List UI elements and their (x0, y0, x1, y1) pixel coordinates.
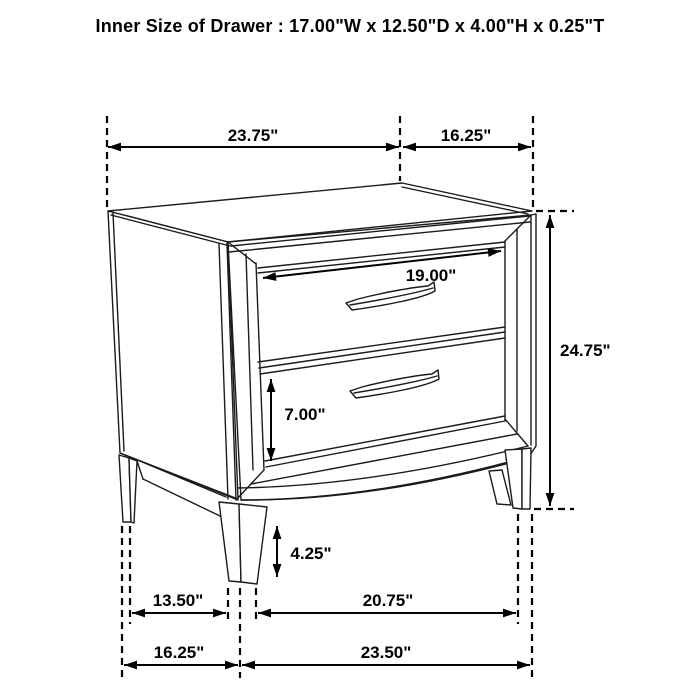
dimension-label: 23.75" (227, 126, 279, 145)
front-left-leg-front (239, 504, 267, 584)
front-right-leg-side (522, 448, 531, 509)
dimension-label: 24.75" (560, 341, 611, 360)
dimension-leg-span-width (256, 514, 518, 624)
dimension-label: 7.00" (284, 405, 326, 424)
dimension-leg-span-depth (130, 526, 228, 624)
dimension-label: 4.25" (290, 544, 332, 563)
diagram-title: Inner Size of Drawer : 17.00"W x 12.50"D x 4.00"H x 0.25"T (95, 16, 605, 36)
dimension-label: 19.00" (405, 266, 457, 285)
dimension-label: 16.25" (153, 643, 205, 662)
front-face (228, 214, 536, 500)
nightstand-line-drawing (108, 183, 536, 584)
back-left-leg-front (129, 458, 137, 523)
front-left-leg (219, 502, 241, 582)
back-right-leg (489, 470, 511, 505)
dimension-label: 13.50" (152, 591, 204, 610)
dimension-overall-height (534, 211, 611, 509)
dimension-leg-height (277, 526, 332, 577)
dimension-label: 20.75" (362, 591, 414, 610)
dimension-label: 16.25" (440, 126, 492, 145)
dimension-label: 23.50" (360, 643, 412, 662)
